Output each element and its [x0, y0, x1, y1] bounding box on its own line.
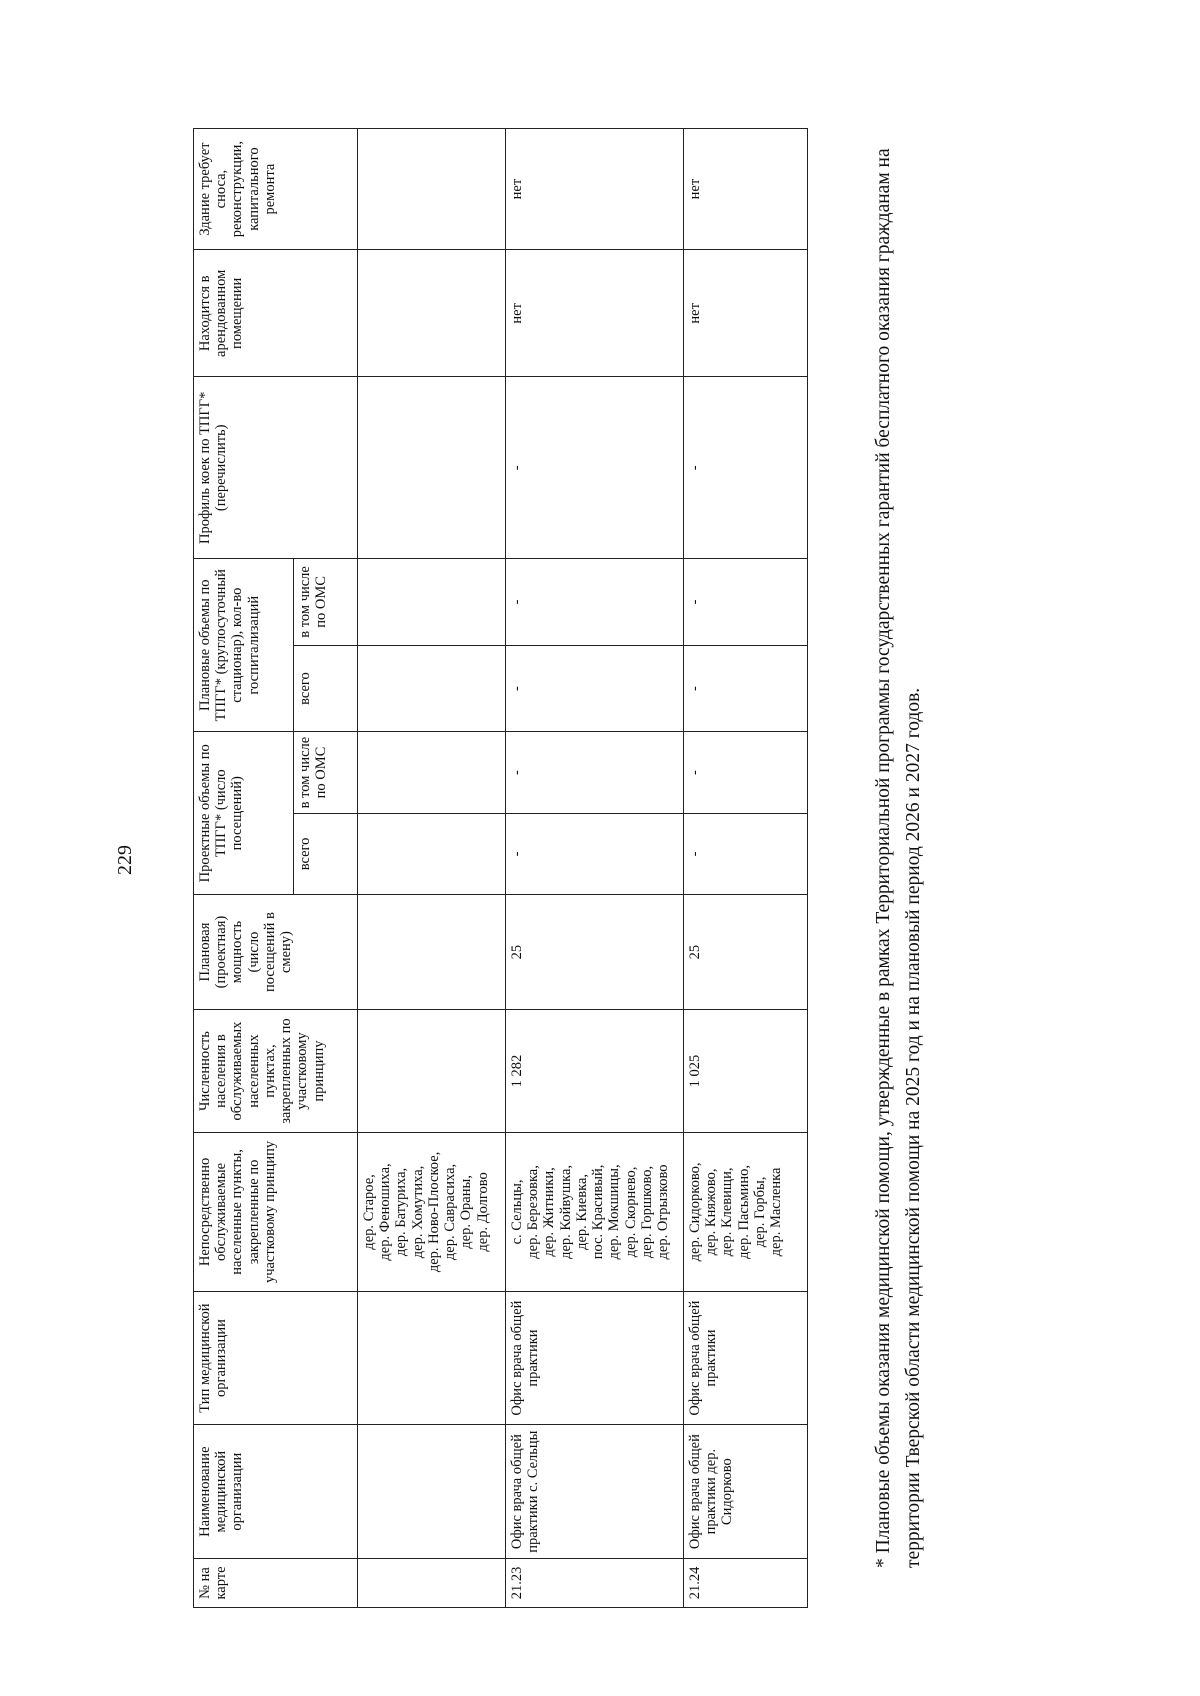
cell-bed-profile: - [684, 377, 808, 559]
header-demolition: Здание требует сноса, реконструкции, капитального ремонта [194, 129, 358, 250]
cell-org-type [358, 1291, 506, 1425]
header-hosp-total: всего [294, 645, 358, 732]
cell-visits-total [358, 813, 506, 894]
settlement: дер. Сидорково, [687, 1162, 703, 1262]
settlement: дер. Феношиха, [377, 1163, 394, 1261]
cell-demolition [358, 129, 506, 250]
cell-capacity [358, 895, 506, 1010]
settlement: дер. Пасьмино, [735, 1165, 752, 1259]
cell-rented: нет [506, 250, 684, 377]
settlement: дер. Горбы, [751, 1176, 768, 1248]
header-population: Численность населения в обслуживаемых населенных пунктах, закрепленных по участковому принципу [194, 1009, 358, 1132]
cell-org-name [358, 1425, 506, 1559]
header-bed-profile: Профиль коек по ТПГГ* (перечислить) [194, 377, 358, 559]
cell-visits-oms: - [506, 732, 684, 813]
settlement: дер. Долгово [474, 1172, 491, 1252]
cell-settlements [684, 1133, 808, 1292]
cell-bed-profile: - [506, 377, 684, 559]
header-org-type: Тип медицинской организации [194, 1291, 358, 1425]
settlement: дер. Житники, [541, 1167, 558, 1257]
footnote: * Плановые объемы оказания медицинской помощи, утвержденные в рамках Территориальной программы государственных гарантий бесплатного оказания гражданам на территории Тверской области медицинской помощи на 2025 год и на плановый период 2026 и 2027 годов. [873, 148, 924, 1568]
cell-map-no [358, 1558, 506, 1607]
table-row [684, 129, 808, 1608]
header-visits-total: всего [294, 813, 358, 894]
page-number: 229 [114, 845, 136, 875]
cell-capacity: 25 [506, 895, 684, 1010]
settlement: дер. Старое, [361, 1174, 377, 1250]
settlement: дер. Саврасиха, [442, 1163, 459, 1261]
table-row [506, 129, 684, 1608]
header-row [194, 129, 294, 1608]
settlement: дер. Хомутиха, [409, 1165, 426, 1259]
settlement: дер. Киевка, [573, 1173, 590, 1250]
settlement: дер. Клевищи, [719, 1167, 736, 1257]
header-visits-oms: в том числе по ОМС [294, 732, 358, 813]
settlement: дер. Скорнево, [622, 1166, 639, 1258]
cell-visits-oms [358, 732, 506, 813]
settlement: дер. Батуриха, [393, 1167, 410, 1257]
cell-population: 1 025 [684, 1009, 808, 1132]
cell-visits-total: - [506, 813, 684, 894]
cell-visits-oms: - [684, 732, 808, 813]
cell-hosp-oms [358, 559, 506, 646]
header-settlements: Непосредственно обслуживаемые населенные пункты, закрепленные по участковому принципу [194, 1133, 358, 1292]
cell-population [358, 1009, 506, 1132]
cell-org-type: Офис врача общей практики [506, 1291, 684, 1425]
cell-settlements [358, 1133, 506, 1292]
cell-rented [358, 250, 506, 377]
settlement: дер. Ново-Плоское, [425, 1151, 442, 1273]
cell-rented: нет [684, 250, 808, 377]
cell-visits-total: - [684, 813, 808, 894]
settlement: пос. Красивый, [590, 1164, 607, 1260]
header-hospitalizations: Плановые объемы по ТПГГ* (круглосуточный стационар), кол-во госпитализаций [194, 559, 294, 732]
cell-org-type: Офис врача общей практики [684, 1291, 808, 1425]
facilities-table [193, 128, 808, 1608]
header-capacity: Плановая (проектная) мощность (число посещений в смену) [194, 895, 358, 1010]
settlement: дер. Койвушка, [557, 1164, 574, 1259]
table-row [358, 129, 506, 1608]
cell-demolition: нет [684, 129, 808, 250]
header-org-name: Наименование медицинской организации [194, 1425, 358, 1559]
settlement: дер. Горшково, [638, 1165, 655, 1259]
cell-hosp-oms: - [684, 559, 808, 646]
settlement: дер. Березовка, [525, 1165, 542, 1259]
cell-settlements [506, 1133, 684, 1292]
settlement: дер. Княжово, [703, 1168, 720, 1256]
header-rented: Находится в арендованном помещении [194, 250, 358, 377]
settlement: дер. Масленка [768, 1167, 785, 1257]
cell-org-name: Офис врача общей практики с. Сельцы [506, 1425, 684, 1559]
settlement: дер. Огрызково [655, 1164, 672, 1260]
cell-capacity: 25 [684, 895, 808, 1010]
header-visits: Проектные объемы по ТПГГ* (число посещений) [194, 732, 294, 895]
cell-bed-profile [358, 377, 506, 559]
settlement: с. Сельцы, [509, 1179, 525, 1245]
cell-hosp-total: - [684, 645, 808, 732]
cell-hosp-total [358, 645, 506, 732]
cell-population: 1 282 [506, 1009, 684, 1132]
cell-hosp-oms: - [506, 559, 684, 646]
cell-demolition: нет [506, 129, 684, 250]
cell-map-no: 21.24 [684, 1558, 808, 1607]
cell-map-no: 21.23 [506, 1558, 684, 1607]
cell-org-name: Офис врача общей практики дер. Сидорково [684, 1425, 808, 1559]
header-map-no: № на карте [194, 1558, 358, 1607]
cell-hosp-total: - [506, 645, 684, 732]
settlement: дер. Мокшицы, [606, 1164, 623, 1260]
rotated-content [185, 88, 1015, 1608]
settlement: дер. Ораны, [458, 1175, 475, 1249]
header-hosp-oms: в том числе по ОМС [294, 559, 358, 646]
